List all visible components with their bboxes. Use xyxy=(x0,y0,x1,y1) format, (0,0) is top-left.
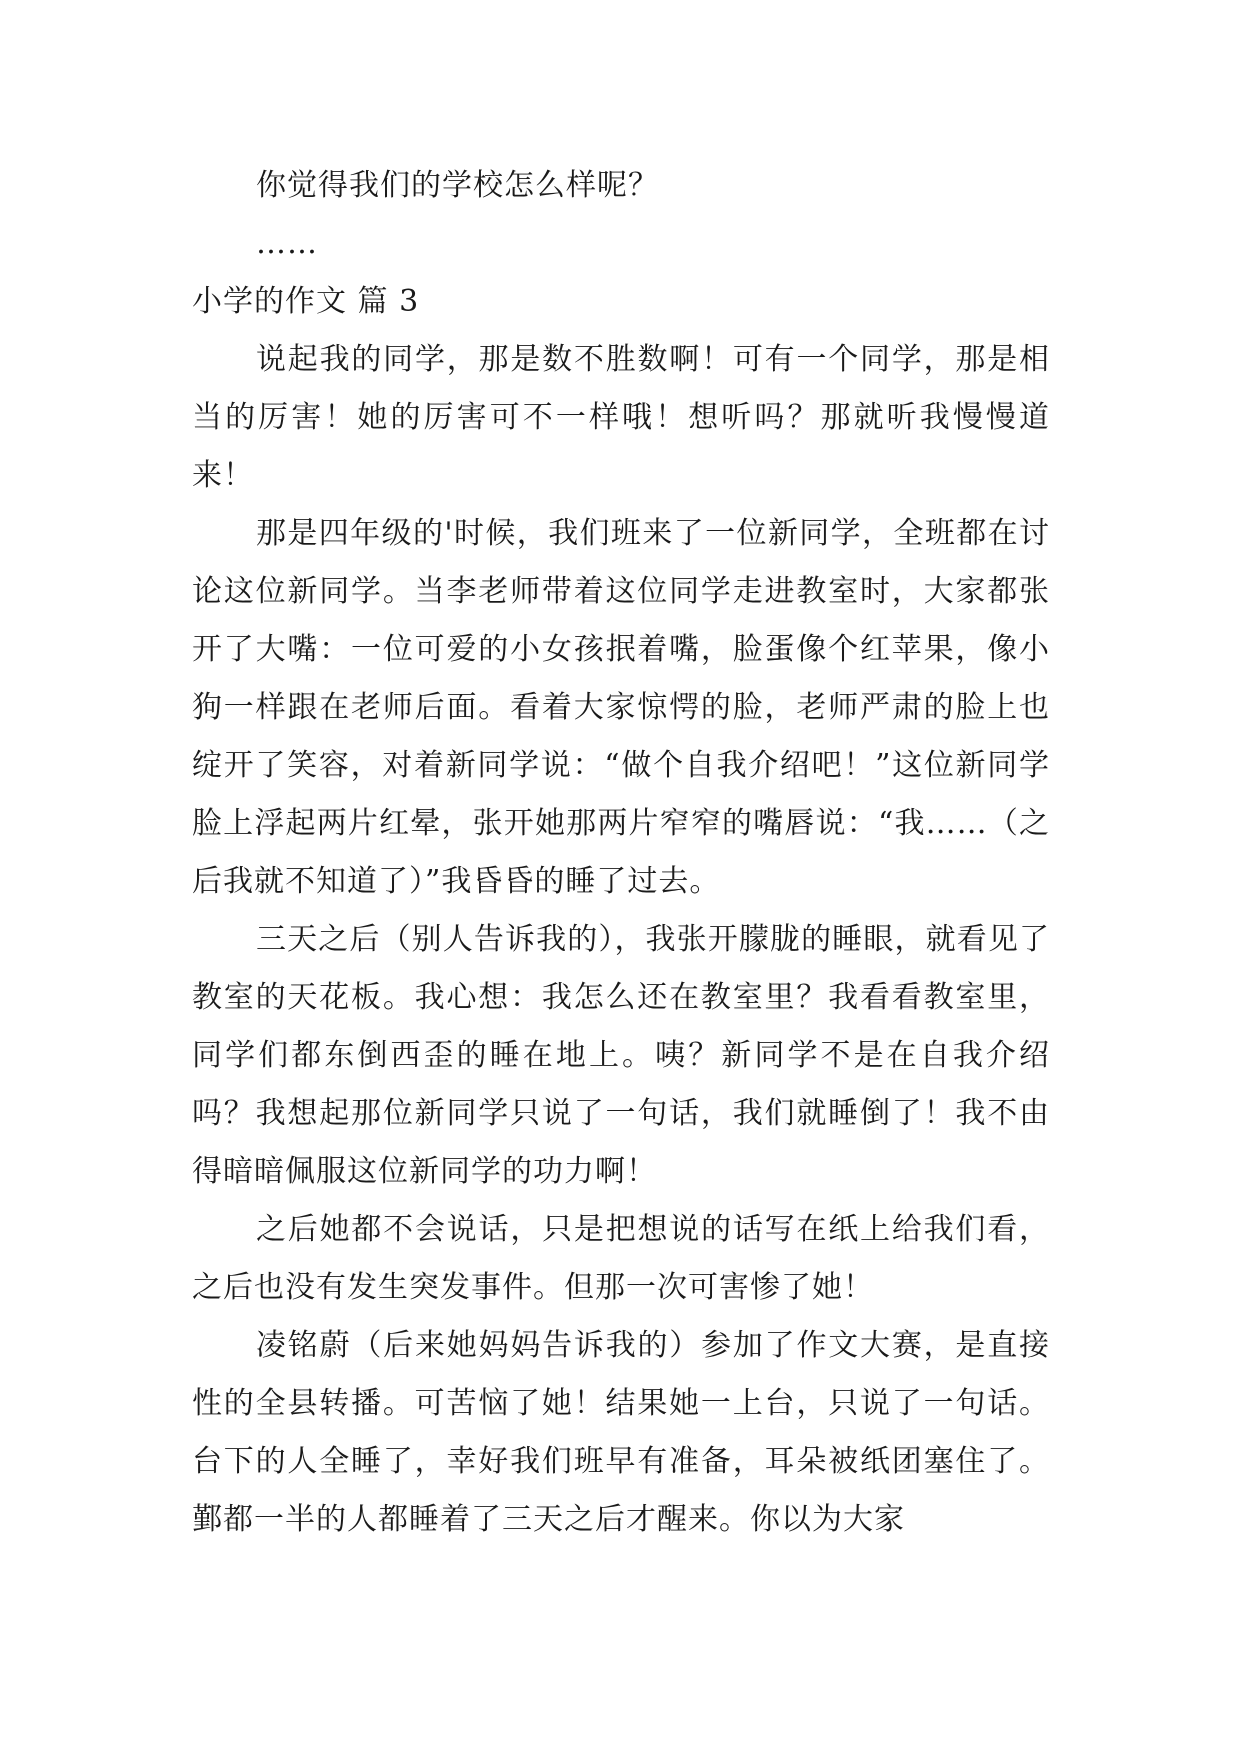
essay-heading: 小学的作文 篇 3 xyxy=(192,284,420,319)
paragraph-4: 之后她都不会说话，只是把想说的话写在纸上给我们看，之后也没有发生突发事件。但那一次可害惨了她！ xyxy=(192,1212,1050,1305)
paragraph-2: 那是四年级的'时候，我们班来了一位新同学，全班都在讨论这位新同学。当李老师带着这位同学走进教室时，大家都张开了大嘴：一位可爱的小女孩抿着嘴，脸蛋像个红苹果，像小狗一样跟在老师后面。看着大家惊愕的脸，老师严肃的脸上也绽开了笑容，对着新同学说：“做个自我介绍吧！”这位新同学脸上浮起两片红晕，张开她那两片窄窄的嘴唇说：“我……（之后我就不知道了）”我昏昏的睡了过去。 xyxy=(192,516,1050,899)
paragraph-1: 说起我的同学，那是数不胜数啊！可有一个同学，那是相当的厉害！她的厉害可不一样哦！想听吗？那就听我慢慢道来！ xyxy=(192,342,1050,493)
document-body xyxy=(192,157,1050,1549)
intro-line-ellipsis: …… xyxy=(256,226,318,261)
intro-line-question: 你觉得我们的学校怎么样呢？ xyxy=(256,168,659,203)
paragraph-5: 凌铭蔚（后来她妈妈告诉我的）参加了作文大赛，是直接性的全县转播。可苦恼了她！结果她一上台，只说了一句话。台下的人全睡了，幸好我们班早有准备，耳朵被纸团塞住了。鄞都一半的人都睡着了三天之后才醒来。你以为大家 xyxy=(192,1328,1050,1537)
paragraph-3: 三天之后（别人告诉我的），我张开朦胧的睡眼，就看见了教室的天花板。我心想：我怎么还在教室里？我看看教室里，同学们都东倒西歪的睡在地上。咦？新同学不是在自我介绍吗？我想起那位新同学只说了一句话，我们就睡倒了！我不由得暗暗佩服这位新同学的功力啊！ xyxy=(192,922,1050,1189)
